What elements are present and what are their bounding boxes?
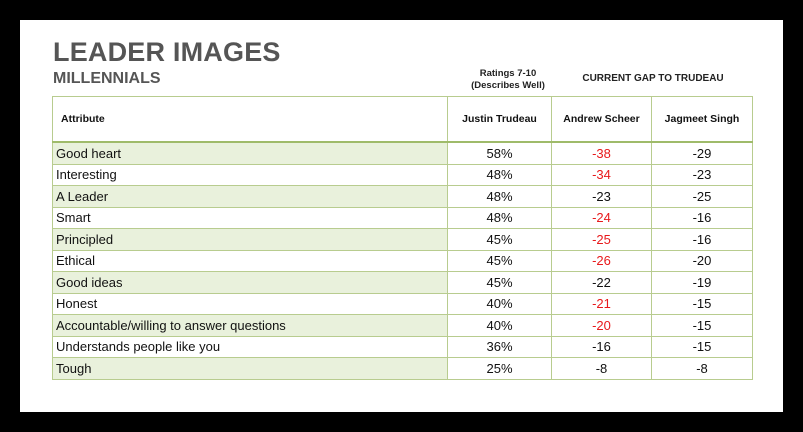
row-scheer: -8 (552, 358, 652, 380)
row-singh: -25 (652, 186, 753, 208)
row-attribute: Accountable/willing to answer questions (53, 315, 448, 337)
ratings-note-line2: (Describes Well) (471, 80, 545, 91)
row-attribute: Principled (53, 229, 448, 251)
row-scheer: -24 (552, 207, 652, 229)
row-scheer: -22 (552, 272, 652, 294)
row-singh: -19 (652, 272, 753, 294)
leader-images-table (52, 96, 753, 380)
table-body (53, 142, 753, 379)
row-attribute: Good ideas (53, 272, 448, 294)
row-scheer: -38 (552, 142, 652, 164)
header-attribute: Attribute (53, 97, 448, 143)
table-row (53, 293, 753, 315)
row-singh: -23 (652, 164, 753, 186)
ratings-note-line1: Ratings 7-10 (479, 68, 537, 79)
table-row (53, 207, 753, 229)
row-singh: -8 (652, 358, 753, 380)
row-attribute: Ethical (53, 250, 448, 272)
table-row (53, 358, 753, 380)
row-scheer: -20 (552, 315, 652, 337)
row-trudeau: 48% (448, 164, 552, 186)
row-singh: -15 (652, 336, 753, 358)
gap-title: CURRENT GAP TO TRUDEAU (582, 73, 724, 84)
row-singh: -16 (652, 207, 753, 229)
row-attribute: Honest (53, 293, 448, 315)
row-attribute: Tough (53, 358, 448, 380)
row-scheer: -34 (552, 164, 652, 186)
row-attribute: Interesting (53, 164, 448, 186)
table-row (53, 272, 753, 294)
row-attribute: Understands people like you (53, 336, 448, 358)
row-trudeau: 45% (448, 250, 552, 272)
row-singh: -29 (652, 142, 753, 164)
row-trudeau: 48% (448, 207, 552, 229)
row-scheer: -23 (552, 186, 652, 208)
page-subtitle: MILLENNIALS (53, 70, 161, 87)
table-row (53, 142, 753, 164)
row-scheer: -25 (552, 229, 652, 251)
header-scheer: Andrew Scheer (552, 97, 652, 143)
table-row (53, 186, 753, 208)
row-singh: -16 (652, 229, 753, 251)
row-singh: -15 (652, 315, 753, 337)
row-singh: -15 (652, 293, 753, 315)
row-trudeau: 40% (448, 293, 552, 315)
table-row (53, 315, 753, 337)
row-trudeau: 40% (448, 315, 552, 337)
row-trudeau: 58% (448, 142, 552, 164)
table-row (53, 336, 753, 358)
row-trudeau: 36% (448, 336, 552, 358)
table-row (53, 250, 753, 272)
table-header-row (53, 97, 753, 143)
row-trudeau: 45% (448, 229, 552, 251)
row-trudeau: 45% (448, 272, 552, 294)
row-attribute: A Leader (53, 186, 448, 208)
row-scheer: -26 (552, 250, 652, 272)
table-row (53, 164, 753, 186)
row-scheer: -16 (552, 336, 652, 358)
row-trudeau: 25% (448, 358, 552, 380)
row-singh: -20 (652, 250, 753, 272)
row-attribute: Smart (53, 207, 448, 229)
row-attribute: Good heart (53, 142, 448, 164)
table-row (53, 229, 753, 251)
slide (20, 20, 783, 412)
header-singh: Jagmeet Singh (652, 97, 753, 143)
row-trudeau: 48% (448, 186, 552, 208)
row-scheer: -21 (552, 293, 652, 315)
ratings-note (448, 68, 568, 92)
header-trudeau: Justin Trudeau (448, 97, 552, 143)
page-title: LEADER IMAGES (53, 37, 281, 67)
